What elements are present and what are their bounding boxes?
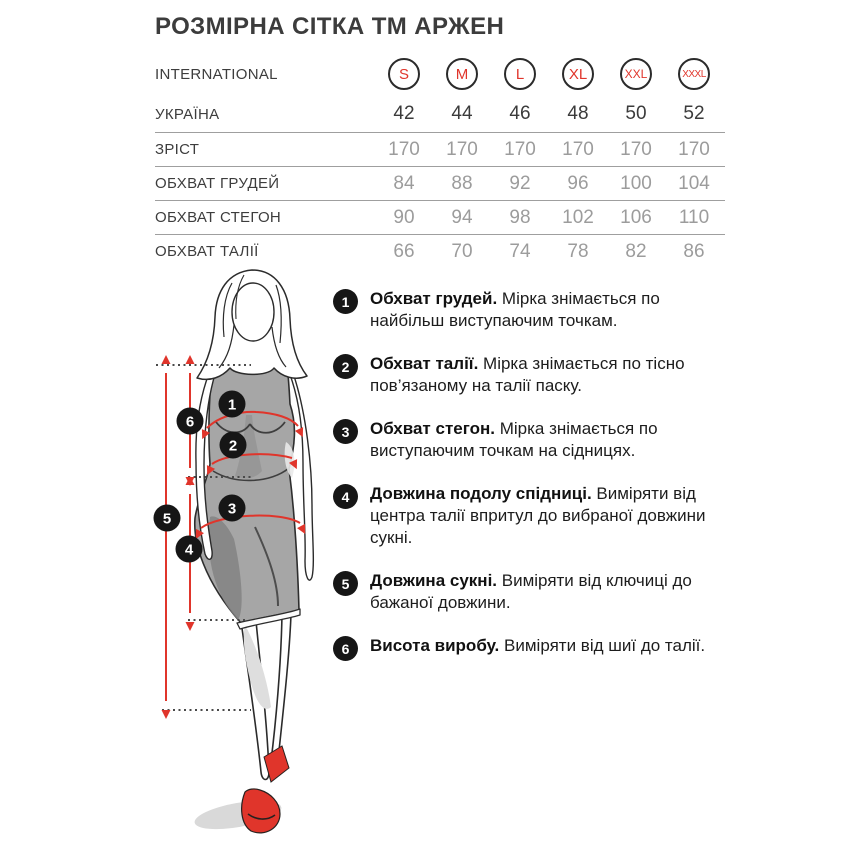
hips-value: 90: [393, 206, 415, 228]
ukraine-size: 46: [509, 103, 531, 124]
table-row-international: [155, 52, 725, 96]
legend-term: Довжина сукні.: [370, 571, 498, 590]
legend-desc: Мірка знімається по тісно пов’язаному на талії паску.: [370, 354, 685, 395]
hips-value: 102: [562, 206, 594, 228]
woman-dress-illustration: [148, 265, 338, 850]
table-row-waist: [155, 234, 725, 268]
bust-value: 104: [678, 172, 710, 194]
hips-value: 94: [451, 206, 473, 228]
table-row-height: [155, 132, 725, 166]
measurement-figure: [148, 265, 338, 850]
size-badge-s: S: [388, 58, 420, 90]
figure-marker-3: [219, 495, 246, 522]
waist-value: 86: [683, 240, 705, 262]
bust-value: 100: [620, 172, 652, 194]
height-value: 170: [504, 138, 536, 160]
legend-desc: Виміряти від центра талії впритул до вибраної довжини сукні.: [370, 484, 706, 547]
figure-marker-6: [177, 408, 204, 435]
legend-term: Висота виробу.: [370, 636, 500, 655]
row-label-bust: ОБХВАТ ГРУДЕЙ: [155, 175, 280, 192]
svg-text:5: 5: [162, 510, 172, 528]
page-title: РОЗМІРНА СІТКА ТМ АРЖЕН: [155, 13, 505, 40]
hips-value: 110: [678, 206, 710, 228]
svg-text:2: 2: [228, 437, 238, 455]
legend-term: Обхват грудей.: [370, 289, 498, 308]
height-value: 170: [620, 138, 652, 160]
waist-value: 70: [451, 240, 473, 262]
waist-value: 74: [509, 240, 531, 262]
row-label-height: ЗРІСТ: [155, 141, 200, 158]
waist-value: 78: [567, 240, 589, 262]
legend-item-waist: [333, 353, 715, 397]
measurement-legend: [333, 288, 715, 682]
bust-value: 88: [451, 172, 473, 194]
legend-item-hips: [333, 418, 715, 462]
figure-marker-5: [154, 505, 181, 532]
legend-desc: Мірка знімається по найбільш виступаючим точкам.: [370, 289, 660, 330]
bust-value: 84: [393, 172, 415, 194]
row-label-hips: ОБХВАТ СТЕГОН: [155, 209, 282, 226]
size-table: [155, 52, 725, 268]
ukraine-size: 48: [567, 103, 589, 124]
figure-marker-1: [219, 391, 246, 418]
size-badge-xxxl: XXXL: [678, 58, 710, 90]
legend-item-bust: [333, 288, 715, 332]
hips-value: 106: [620, 206, 652, 228]
ukraine-size: 42: [393, 103, 415, 124]
figure-marker-2: [220, 432, 247, 459]
height-value: 170: [388, 138, 420, 160]
legend-term: Довжина подолу спідниці.: [370, 484, 592, 503]
size-badge-l: L: [504, 58, 536, 90]
row-label-waist: ОБХВАТ ТАЛІЇ: [155, 243, 259, 260]
ukraine-size: 50: [625, 103, 647, 124]
bust-value: 92: [509, 172, 531, 194]
legend-badge-1: 1: [333, 289, 358, 314]
svg-text:4: 4: [184, 541, 194, 559]
legend-item-skirt-length: [333, 483, 715, 549]
ukraine-size: 44: [451, 103, 473, 124]
legend-desc: Мірка знімається по виступаючим точкам на сідницях.: [370, 419, 658, 460]
row-label-international: INTERNATIONAL: [155, 65, 278, 83]
figure-marker-4: [176, 536, 203, 563]
table-row-hips: [155, 200, 725, 234]
height-value: 170: [678, 138, 710, 160]
legend-badge-5: 5: [333, 571, 358, 596]
face: [232, 283, 274, 341]
size-badge-xxl: XXL: [620, 58, 652, 90]
legend-badge-3: 3: [333, 419, 358, 444]
ukraine-size: 52: [683, 103, 705, 124]
legend-badge-2: 2: [333, 354, 358, 379]
legend-term: Обхват стегон.: [370, 419, 495, 438]
height-value: 170: [446, 138, 478, 160]
svg-text:6: 6: [185, 413, 195, 431]
legend-desc: Виміряти від ключиці до бажаної довжини.: [370, 571, 692, 612]
hips-value: 98: [509, 206, 531, 228]
legend-badge-6: 6: [333, 636, 358, 661]
waist-value: 82: [625, 240, 647, 262]
svg-text:1: 1: [227, 396, 237, 414]
table-row-ukraine: [155, 96, 725, 132]
bust-value: 96: [567, 172, 589, 194]
front-shoe: [242, 789, 280, 833]
dress: [195, 361, 299, 623]
row-label-ukraine: УКРАЇНА: [155, 105, 220, 123]
legend-badge-4: 4: [333, 484, 358, 509]
size-badge-m: M: [446, 58, 478, 90]
height-value: 170: [562, 138, 594, 160]
svg-text:3: 3: [227, 500, 237, 518]
waist-value: 66: [393, 240, 415, 262]
legend-desc: Виміряти від шиї до талії.: [504, 636, 706, 655]
legend-item-bodice-height: [333, 635, 715, 661]
legend-item-dress-length: [333, 570, 715, 614]
table-row-bust: [155, 166, 725, 200]
size-badge-xl: XL: [562, 58, 594, 90]
legend-term: Обхват талії.: [370, 354, 479, 373]
